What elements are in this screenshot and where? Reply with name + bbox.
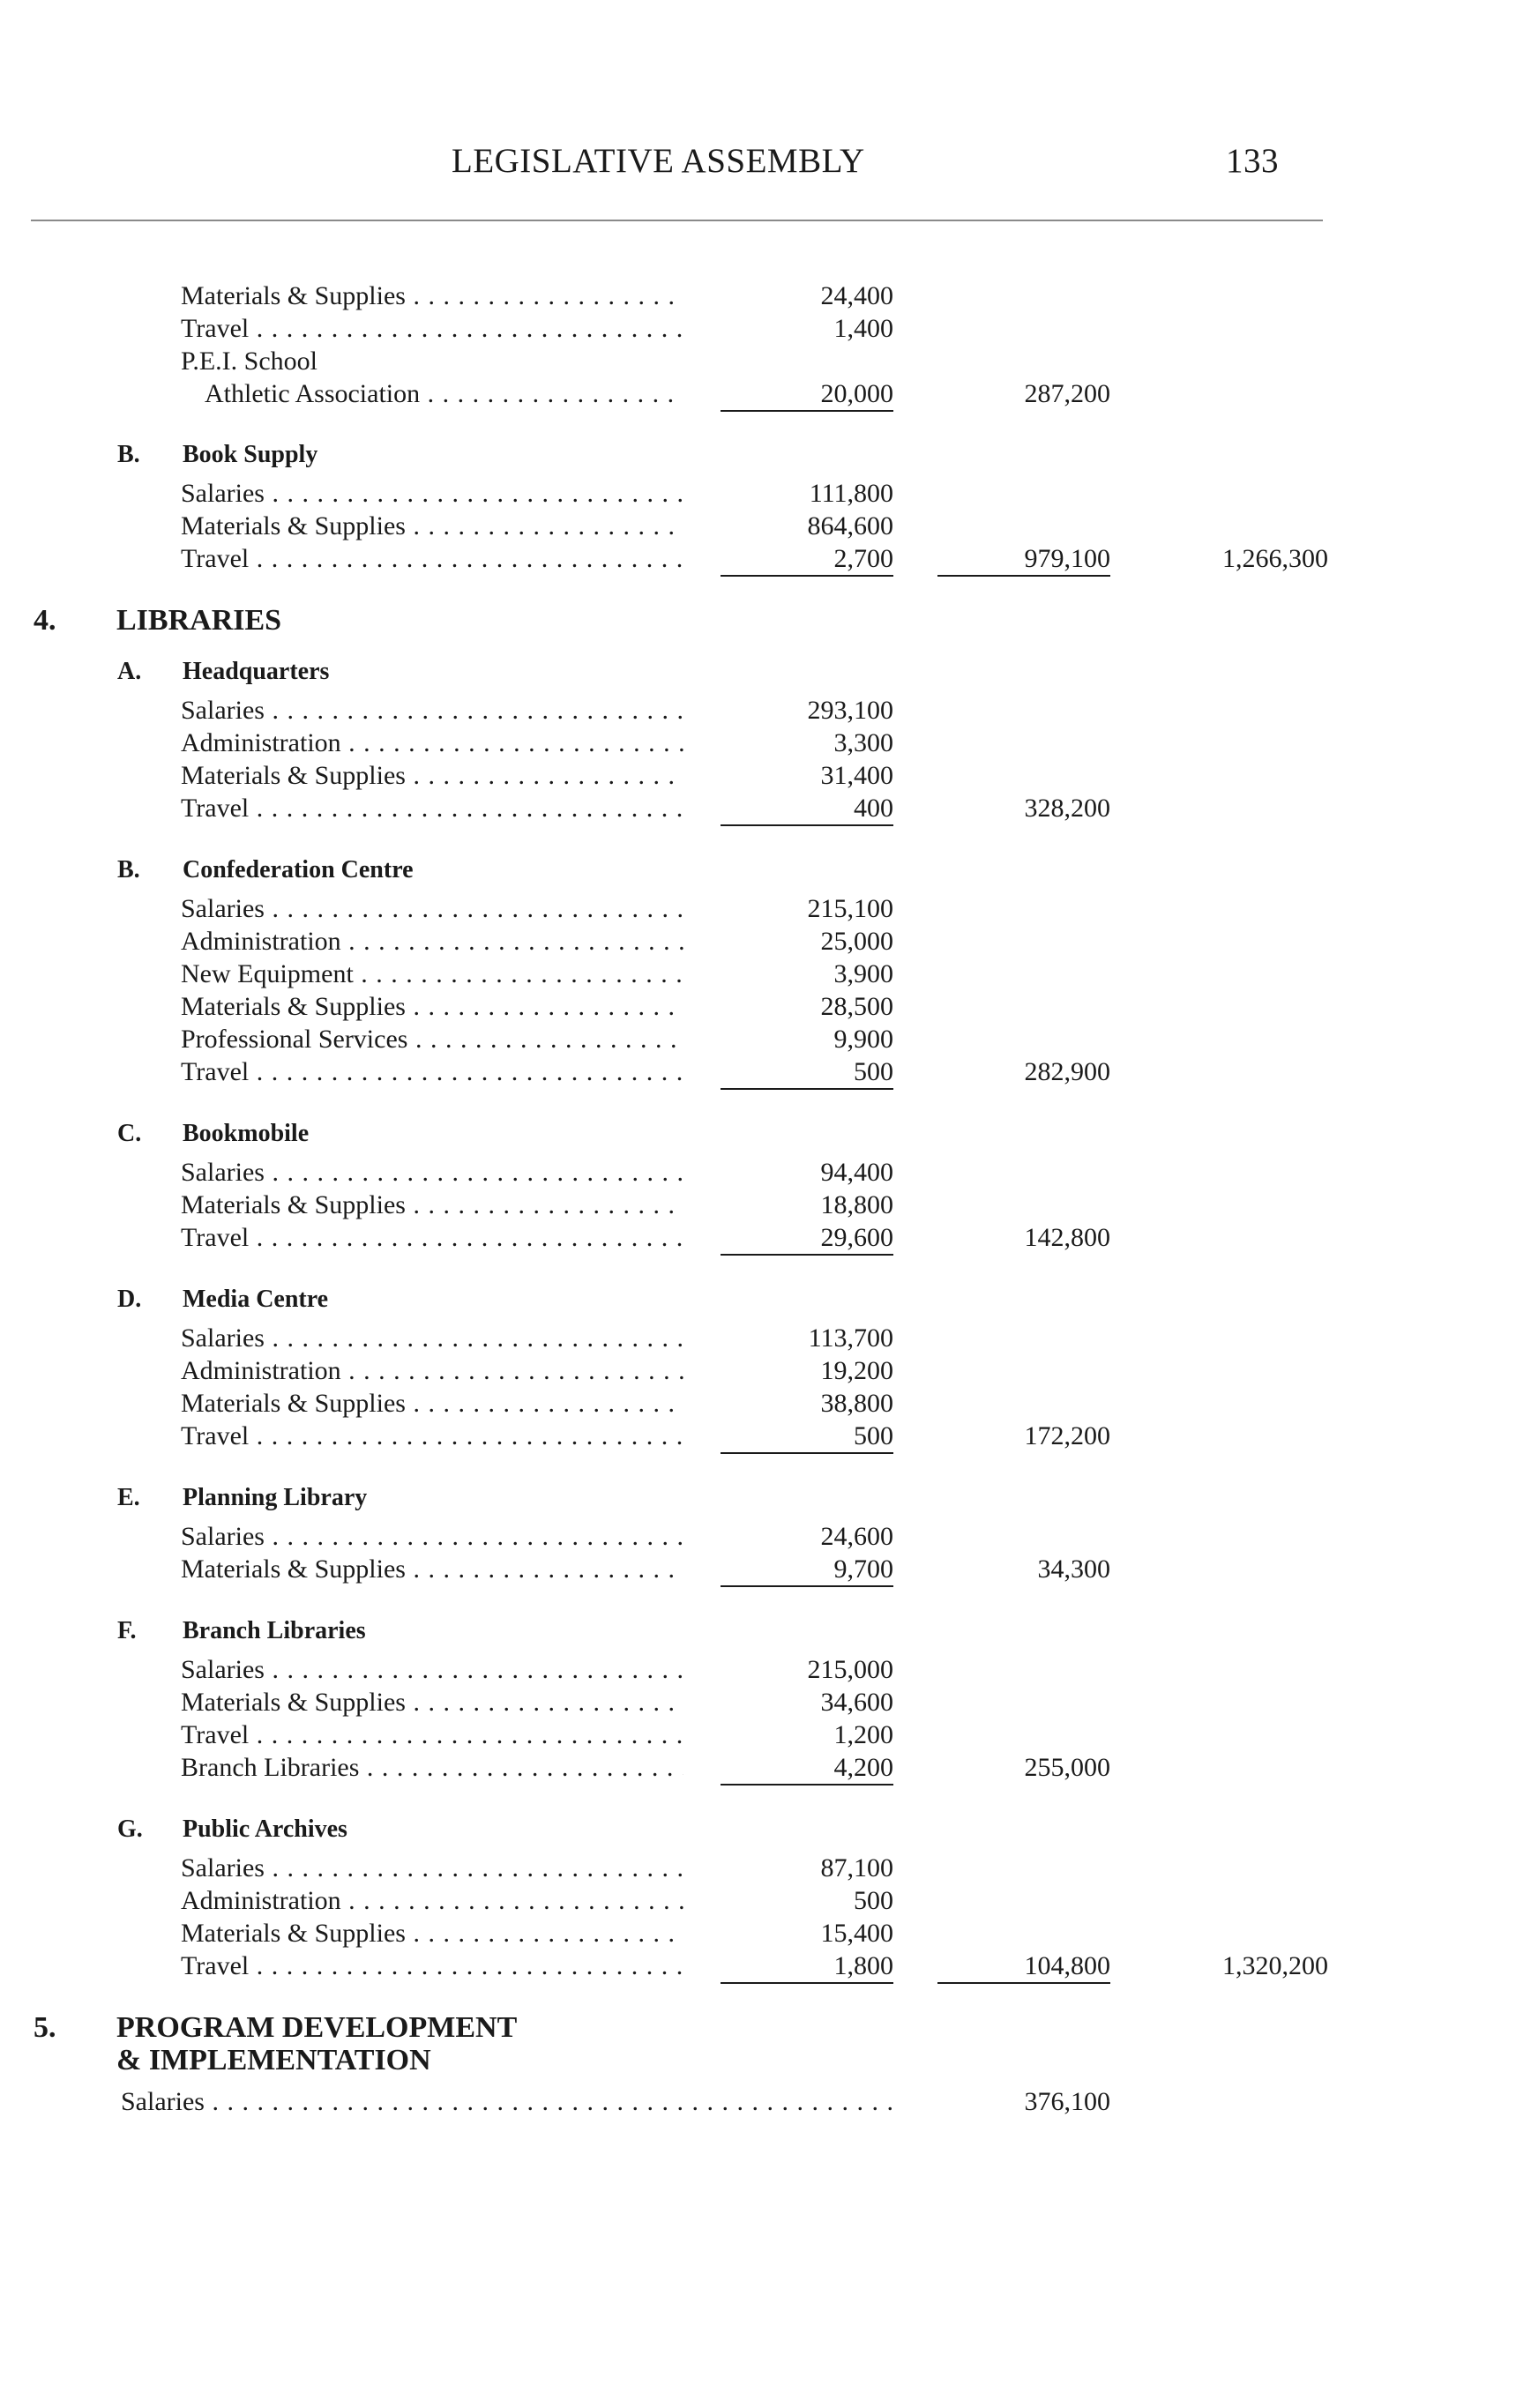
line-item-label: Travel . . .	[181, 540, 683, 578]
subsection-heading	[0, 1810, 1516, 1849]
line-item-row	[0, 1053, 1516, 1092]
line-item-label: Branch Libraries . . .	[181, 1748, 683, 1787]
line-item-label: New Equipment . . .	[181, 955, 683, 994]
item-amount: 1,400	[833, 314, 893, 343]
line-item-label: Travel . . .	[181, 1947, 683, 1986]
page-header-title: LEGISLATIVE ASSEMBLY	[452, 142, 865, 180]
line-item-label: Materials & Supplies . . .	[181, 507, 683, 546]
line-item-label: Travel . . .	[181, 1716, 683, 1755]
line-item-label: Salaries . . .	[181, 1651, 683, 1689]
section-number: 5.	[34, 2011, 56, 2044]
line-item-label: Athletic Association . . .	[205, 375, 683, 414]
section-heading	[0, 2041, 1516, 2080]
item-amount: 864,600	[807, 511, 893, 540]
subtotal-amount: 104,800	[1025, 1947, 1111, 1986]
item-amount: 25,000	[820, 927, 893, 956]
section-number: 4.	[34, 604, 56, 637]
subsection-letter: F.	[117, 1617, 137, 1644]
subtotal-amount: 328,200	[1024, 794, 1110, 823]
item-amount: 24,400	[820, 281, 893, 310]
item-amount: 215,100	[807, 894, 893, 923]
subsection-title: Confederation Centre	[183, 856, 414, 883]
subtotal-amount: 34,300	[1037, 1554, 1110, 1584]
subtotal-amount: 142,800	[1024, 1223, 1110, 1252]
item-amount: 15,400	[820, 1919, 893, 1948]
line-item-label: Travel . . .	[181, 1417, 683, 1456]
subsection-title: Branch Libraries	[183, 1617, 366, 1644]
line-item-label: Salaries . . .	[181, 691, 683, 730]
line-item-label: Materials & Supplies . . .	[181, 988, 683, 1026]
line-item-row	[0, 2083, 1516, 2121]
line-item-label: Travel . . .	[181, 1053, 683, 1092]
line-item-label: Salaries . . .	[181, 1517, 683, 1556]
item-amount: 9,700	[834, 1550, 894, 1589]
section-heading	[0, 601, 1516, 640]
line-item-row	[0, 540, 1516, 578]
item-amount: 111,800	[809, 479, 893, 508]
item-amount: 9,900	[833, 1025, 893, 1054]
line-item-label: Salaries . . .	[181, 1849, 683, 1888]
line-item-label: Travel . . .	[181, 1219, 683, 1257]
subsection-title: Book Supply	[183, 441, 318, 468]
subtotal-amount: 979,100	[1025, 540, 1111, 578]
line-item-row	[0, 1550, 1516, 1589]
line-item-label: Materials & Supplies . . .	[181, 757, 683, 795]
line-item-label: Materials & Supplies . . .	[181, 1384, 683, 1423]
item-amount: 2,700	[834, 540, 894, 578]
subsection-letter: D.	[117, 1286, 142, 1313]
subtotal-amount: 172,200	[1024, 1421, 1110, 1450]
item-amount: 500	[854, 1053, 893, 1092]
line-item-label: Administration . . .	[181, 922, 683, 961]
subsection-heading	[0, 436, 1516, 474]
line-item-label: Salaries . . .	[181, 1153, 683, 1192]
line-item-row	[0, 1417, 1516, 1456]
subtotal-amount: 255,000	[1024, 1753, 1110, 1782]
subsection-heading	[0, 1280, 1516, 1319]
item-amount: 19,200	[820, 1356, 893, 1385]
subsection-heading	[0, 652, 1516, 691]
subsection-heading	[0, 1115, 1516, 1153]
item-amount: 4,200	[834, 1748, 894, 1787]
item-amount: 94,400	[820, 1158, 893, 1187]
item-amount: 38,800	[820, 1389, 893, 1418]
item-amount: 500	[854, 1417, 893, 1456]
line-item-label: Travel . . .	[181, 789, 683, 828]
subsection-title: Planning Library	[183, 1484, 368, 1511]
section-title: & IMPLEMENTATION	[116, 2044, 431, 2076]
item-amount: 3,300	[833, 728, 893, 757]
subsection-letter: B.	[117, 856, 140, 883]
item-amount: 1,200	[833, 1720, 893, 1749]
line-item-label: Salaries . . .	[181, 890, 683, 928]
total-amount: 1,320,200	[1222, 1951, 1328, 1980]
line-item-label: P.E.I. School	[181, 347, 318, 376]
line-item-label: Materials & Supplies . . .	[181, 1550, 683, 1589]
line-item-row	[0, 1748, 1516, 1787]
line-item-label: Salaries . . .	[181, 474, 683, 513]
item-amount: 3,900	[833, 959, 893, 988]
item-amount: 113,700	[808, 1323, 893, 1353]
item-amount: 87,100	[820, 1853, 893, 1882]
subsection-title: Headquarters	[183, 658, 330, 685]
subsection-title: Bookmobile	[183, 1120, 310, 1147]
subsection-letter: E.	[117, 1484, 140, 1511]
line-item-label: Salaries . . .	[181, 1319, 683, 1358]
item-amount: 293,100	[807, 696, 893, 725]
line-item-label: Materials & Supplies . . .	[181, 277, 683, 316]
total-amount: 1,266,300	[1222, 544, 1328, 573]
subtotal-amount: 282,900	[1024, 1057, 1110, 1086]
item-amount: 28,500	[820, 992, 893, 1021]
section-title: LIBRARIES	[116, 604, 282, 637]
line-item-label: Materials & Supplies . . .	[181, 1683, 683, 1722]
subsection-letter: A.	[117, 658, 142, 685]
subsection-letter: B.	[117, 441, 140, 468]
line-item-label: Materials & Supplies . . .	[181, 1914, 683, 1953]
subsection-heading	[0, 851, 1516, 890]
subtotal-amount: 376,100	[1024, 2087, 1110, 2116]
line-item-row	[0, 375, 1516, 414]
item-amount: 215,000	[807, 1655, 893, 1684]
subsection-title: Media Centre	[183, 1286, 329, 1313]
line-item-label: Salaries . . .	[121, 2083, 901, 2121]
subsection-heading	[0, 1612, 1516, 1651]
item-amount: 24,600	[820, 1522, 893, 1551]
line-item-label: Materials & Supplies . . .	[181, 1186, 683, 1225]
line-item-label: Travel . . .	[181, 309, 683, 348]
item-amount: 34,600	[820, 1688, 893, 1717]
subtotal-amount: 287,200	[1024, 379, 1110, 408]
item-amount: 18,800	[820, 1190, 893, 1219]
subsection-letter: G.	[117, 1815, 143, 1843]
item-amount: 400	[854, 789, 893, 828]
page-number: 133	[1226, 142, 1279, 180]
line-item-row	[0, 789, 1516, 828]
line-item-label: Administration . . .	[181, 1882, 683, 1920]
item-amount: 1,800	[834, 1947, 894, 1986]
line-item-row	[0, 1219, 1516, 1257]
item-amount: 20,000	[821, 375, 894, 414]
subsection-title: Public Archives	[183, 1815, 347, 1843]
line-item-row	[0, 1947, 1516, 1986]
item-amount: 31,400	[820, 761, 893, 790]
item-amount: 500	[854, 1886, 893, 1915]
item-amount: 29,600	[821, 1219, 894, 1257]
subsection-heading	[0, 1479, 1516, 1517]
line-item-label: Administration . . .	[181, 724, 683, 763]
line-item-label: Administration . . .	[181, 1352, 683, 1390]
line-item-label: Professional Services . . .	[181, 1020, 683, 1059]
subsection-letter: C.	[117, 1120, 142, 1147]
section-title: PROGRAM DEVELOPMENT	[116, 2011, 518, 2044]
